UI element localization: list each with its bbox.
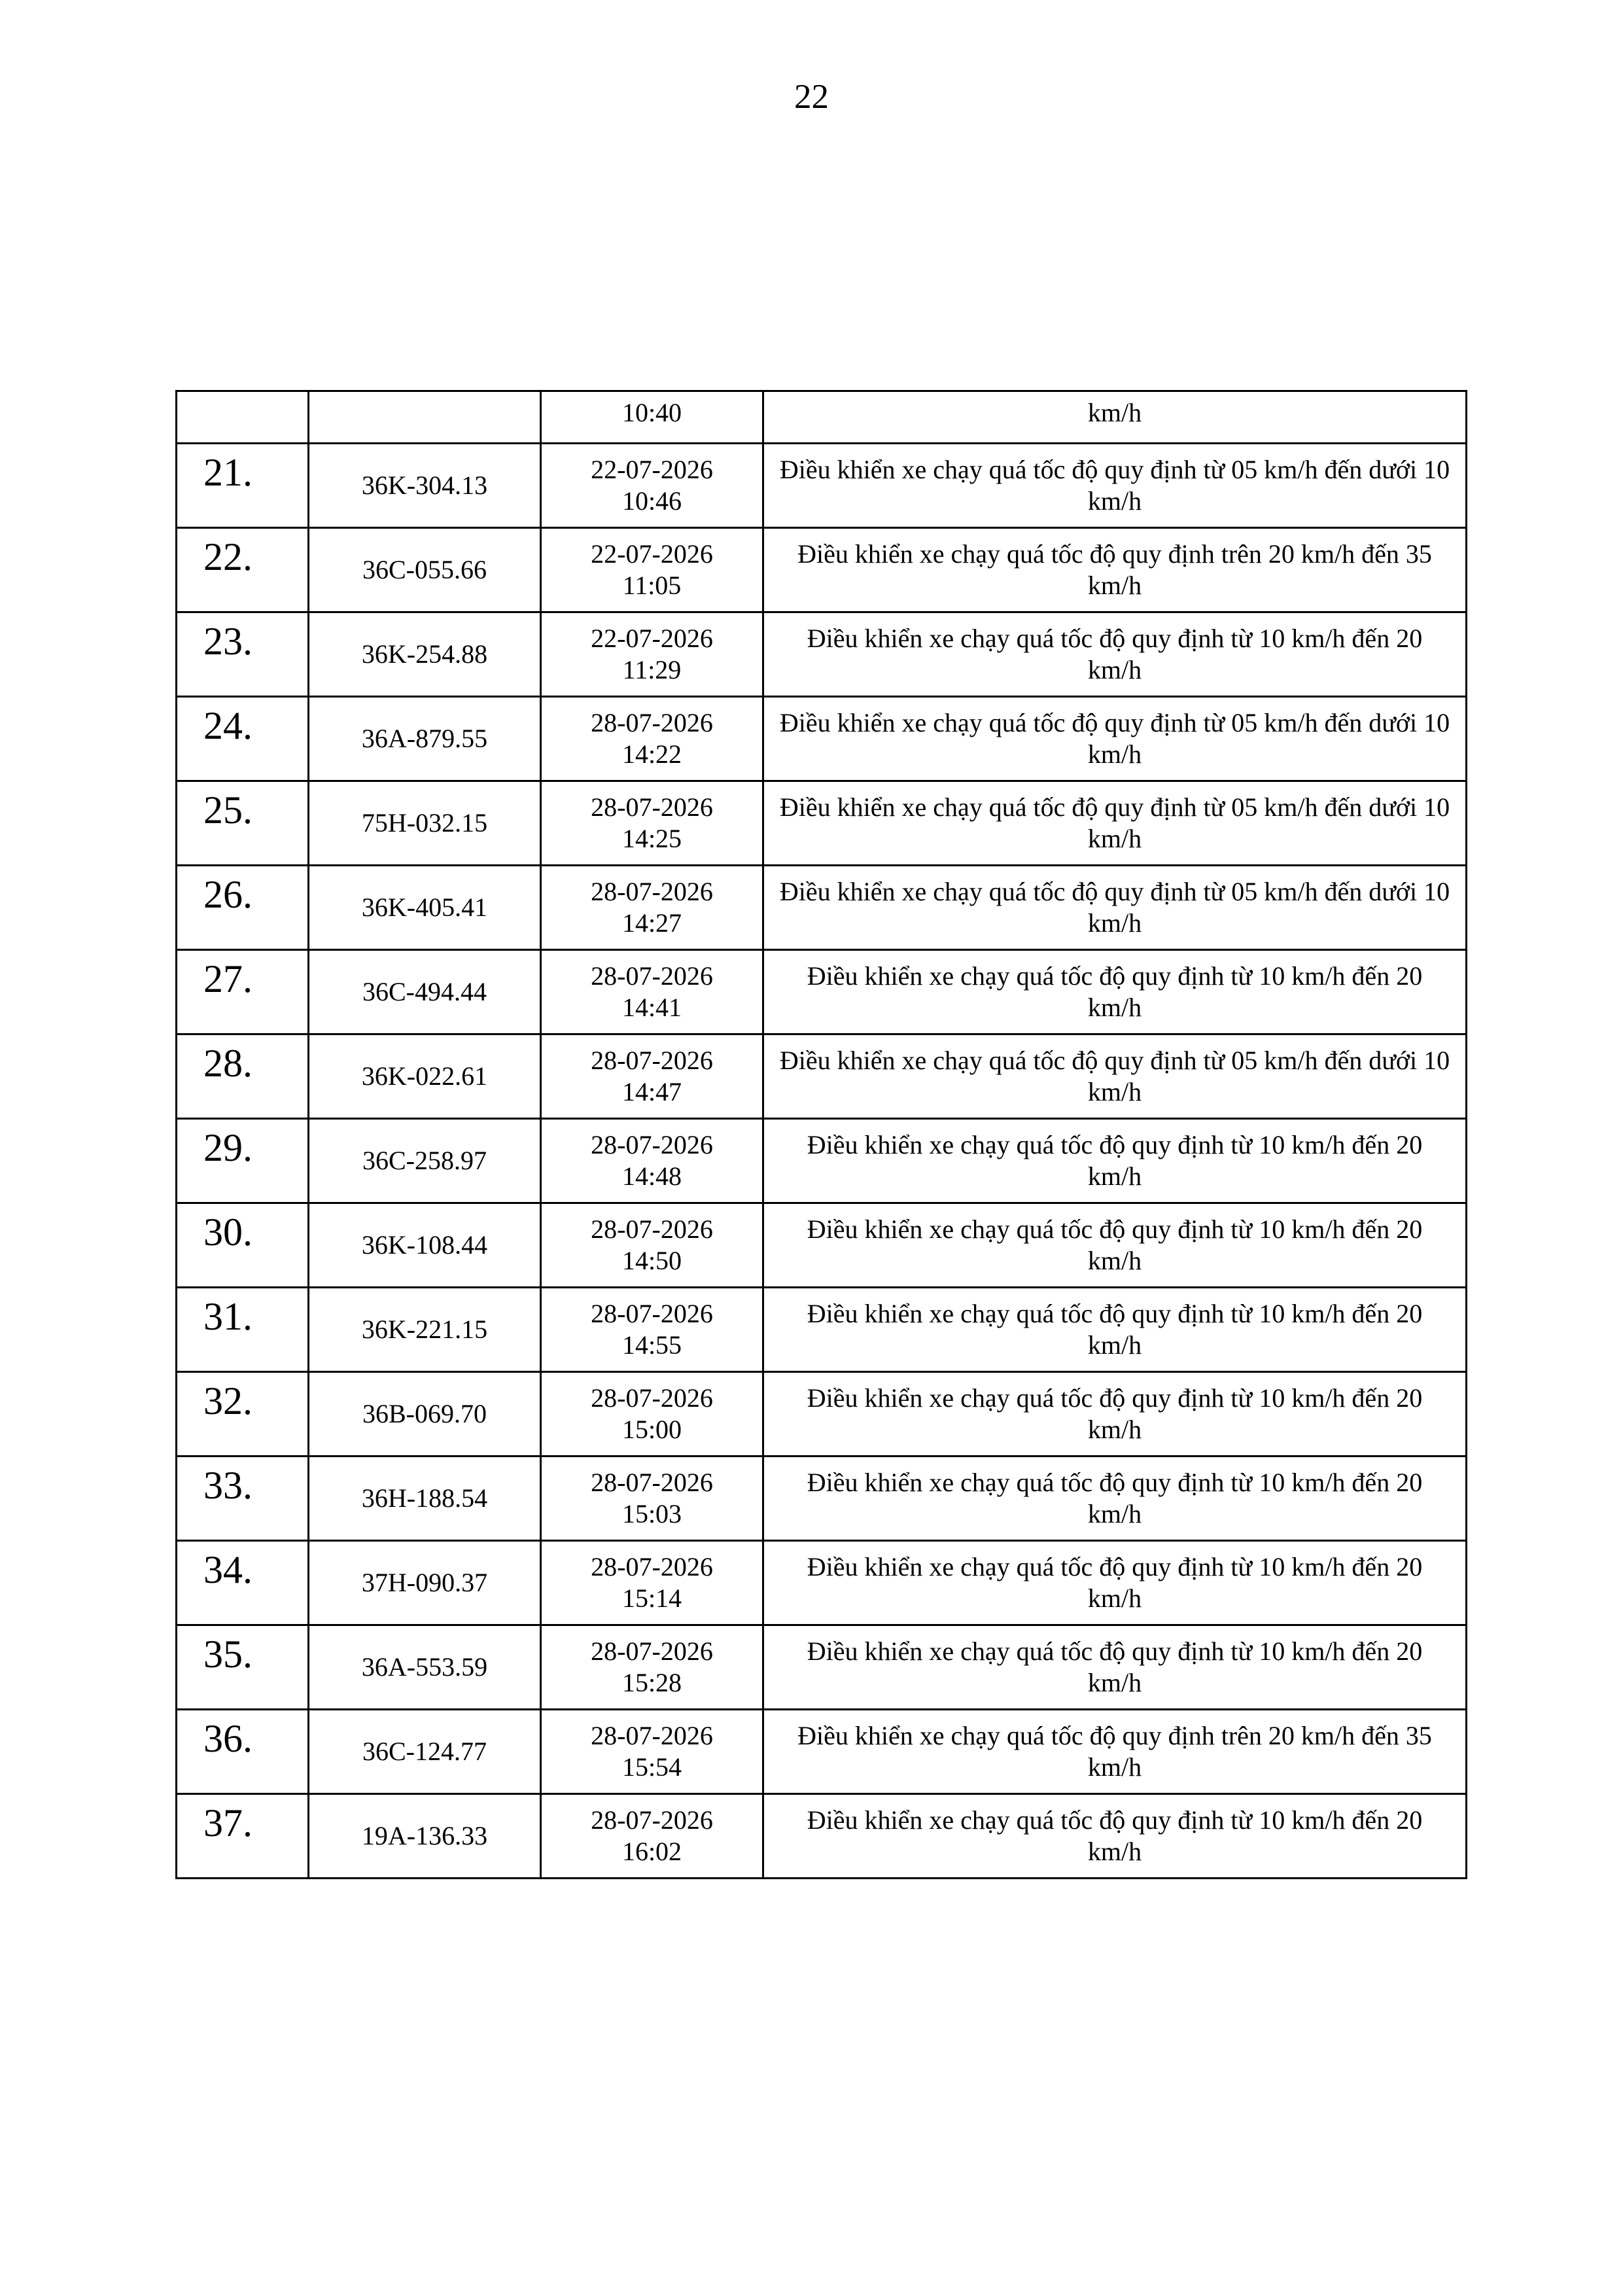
violation-description-cell (763, 1710, 1467, 1794)
table-row (177, 1288, 1467, 1372)
violation-time-cell (541, 1710, 763, 1794)
violation-time: 15:03 (621, 1499, 682, 1528)
continued-time-cell: 10:40 (541, 391, 763, 444)
violation-date: 28-07-2026 (591, 792, 713, 822)
violation-time-cell (541, 866, 763, 950)
violation-description: Điều khiển xe chạy quá tốc độ quy định từ 10 km/h đến 20 km/h (807, 1383, 1423, 1444)
table-row (177, 866, 1467, 950)
violation-description-cell (763, 1794, 1467, 1879)
violation-description-cell (763, 1034, 1467, 1119)
table-row (177, 528, 1467, 612)
table-row (177, 1372, 1467, 1457)
violation-description: Điều khiển xe chạy quá tốc độ quy định từ 10 km/h đến 20 km/h (807, 1214, 1423, 1275)
row-number-cell (177, 1625, 309, 1710)
violation-time-cell (541, 1119, 763, 1203)
violation-time: 14:25 (621, 824, 682, 853)
violation-time: 14:55 (621, 1330, 682, 1360)
violation-description: Điều khiển xe chạy quá tốc độ quy định từ 10 km/h đến 20 km/h (807, 1468, 1423, 1528)
violation-description: Điều khiển xe chạy quá tốc độ quy định từ 05 km/h đến dưới 10 km/h (779, 455, 1450, 516)
row-number: 30. (203, 1210, 253, 1254)
table-row (177, 1541, 1467, 1625)
violation-time-cell (541, 781, 763, 866)
violation-description: Điều khiển xe chạy quá tốc độ quy định từ 10 km/h đến 20 km/h (807, 961, 1423, 1022)
violations-table (175, 390, 1467, 1879)
row-number: 24. (203, 704, 253, 747)
license-plate: 36C-494.44 (362, 977, 487, 1006)
license-plate-cell (309, 1794, 541, 1879)
violation-time-cell (541, 950, 763, 1034)
violation-description-cell (763, 697, 1467, 781)
row-number-cell (177, 444, 309, 528)
table-row (177, 1710, 1467, 1794)
license-plate-cell (309, 950, 541, 1034)
license-plate-cell (309, 1625, 541, 1710)
violation-description-cell (763, 612, 1467, 697)
table-row (177, 1119, 1467, 1203)
row-number-cell (177, 1372, 309, 1457)
table-body (177, 391, 1467, 1879)
page-number: 22 (794, 78, 829, 116)
row-number: 25. (203, 788, 253, 832)
table-row (177, 697, 1467, 781)
license-plate-cell (309, 1203, 541, 1288)
violation-date: 28-07-2026 (591, 1636, 713, 1666)
violation-time: 10:46 (621, 486, 682, 516)
license-plate: 75H-032.15 (361, 808, 488, 838)
row-number-cell (177, 950, 309, 1034)
license-plate: 36K-221.15 (361, 1315, 488, 1344)
violation-date: 28-07-2026 (591, 1214, 713, 1244)
violation-time: 14:22 (621, 739, 682, 769)
license-plate: 36H-188.54 (361, 1483, 488, 1513)
row-number-cell (177, 1203, 309, 1288)
row-number: 22. (203, 535, 253, 578)
row-number-cell (177, 697, 309, 781)
table-row (177, 1203, 1467, 1288)
license-plate: 36A-553.59 (361, 1652, 488, 1682)
violation-description: Điều khiển xe chạy quá tốc độ quy định từ 10 km/h đến 20 km/h (807, 1636, 1423, 1697)
violation-description: Điều khiển xe chạy quá tốc độ quy định từ 10 km/h đến 20 km/h (807, 1130, 1423, 1191)
row-number-cell (177, 866, 309, 950)
violation-description: Điều khiển xe chạy quá tốc độ quy định từ 05 km/h đến dưới 10 km/h (779, 1046, 1450, 1106)
violation-time-cell (541, 1541, 763, 1625)
violation-time: 14:27 (621, 908, 682, 938)
violation-description: Điều khiển xe chạy quá tốc độ quy định trên 20 km/h đến 35 km/h (797, 1721, 1432, 1782)
row-number-cell (177, 528, 309, 612)
continued-stt-cell (177, 391, 309, 444)
row-number-cell (177, 1288, 309, 1372)
violation-date: 22-07-2026 (591, 455, 713, 484)
row-number: 29. (203, 1126, 253, 1169)
violation-time: 11:05 (622, 571, 682, 600)
table-row (177, 612, 1467, 697)
violation-description-cell (763, 950, 1467, 1034)
violation-date: 28-07-2026 (591, 1805, 713, 1835)
violation-time-cell (541, 697, 763, 781)
license-plate: 36A-879.55 (361, 724, 488, 753)
violation-description-cell (763, 781, 1467, 866)
violation-time: 14:48 (621, 1161, 682, 1191)
table-row (177, 1457, 1467, 1541)
violation-description-cell (763, 528, 1467, 612)
violation-date: 22-07-2026 (591, 539, 713, 569)
violation-description: Điều khiển xe chạy quá tốc độ quy định từ 10 km/h đến 20 km/h (807, 1299, 1423, 1360)
continued-row (177, 391, 1467, 444)
license-plate-cell (309, 612, 541, 697)
row-number: 33. (203, 1464, 253, 1507)
violation-time: 16:02 (621, 1837, 682, 1866)
license-plate-cell (309, 781, 541, 866)
license-plate-cell (309, 1288, 541, 1372)
row-number: 28. (203, 1042, 253, 1085)
violation-time-cell (541, 1288, 763, 1372)
license-plate: 37H-090.37 (361, 1568, 488, 1597)
license-plate-cell (309, 528, 541, 612)
violation-description-cell (763, 1288, 1467, 1372)
row-number: 23. (203, 620, 253, 663)
license-plate: 36K-405.41 (361, 892, 488, 922)
license-plate-cell (309, 866, 541, 950)
license-plate: 36C-258.97 (362, 1146, 487, 1175)
violation-time-cell (541, 1034, 763, 1119)
violation-description: Điều khiển xe chạy quá tốc độ quy định từ 10 km/h đến 20 km/h (807, 624, 1423, 684)
violation-time-cell (541, 528, 763, 612)
violation-description: Điều khiển xe chạy quá tốc độ quy định từ 05 km/h đến dưới 10 km/h (779, 792, 1450, 853)
violation-description: Điều khiển xe chạy quá tốc độ quy định từ 05 km/h đến dưới 10 km/h (779, 708, 1450, 769)
violation-description-cell (763, 1119, 1467, 1203)
row-number-cell (177, 1119, 309, 1203)
table-row (177, 781, 1467, 866)
row-number-cell (177, 1457, 309, 1541)
license-plate-cell (309, 1034, 541, 1119)
violation-description: Điều khiển xe chạy quá tốc độ quy định từ 05 km/h đến dưới 10 km/h (779, 877, 1450, 938)
violation-description-cell (763, 1203, 1467, 1288)
violation-time: 15:14 (621, 1583, 682, 1613)
violation-date: 28-07-2026 (591, 877, 713, 906)
table-row (177, 950, 1467, 1034)
license-plate-cell (309, 1541, 541, 1625)
license-plate: 36K-022.61 (361, 1061, 488, 1091)
license-plate: 36K-108.44 (361, 1230, 488, 1260)
license-plate: 36K-254.88 (361, 639, 488, 669)
violation-description: Điều khiển xe chạy quá tốc độ quy định trên 20 km/h đến 35 km/h (797, 539, 1432, 600)
row-number-cell (177, 1034, 309, 1119)
license-plate: 19A-136.33 (361, 1821, 488, 1850)
table-row (177, 1625, 1467, 1710)
row-number: 21. (203, 451, 253, 494)
row-number: 27. (203, 957, 253, 1000)
row-number-cell (177, 612, 309, 697)
license-plate: 36C-055.66 (362, 555, 487, 584)
violation-description-cell (763, 1372, 1467, 1457)
row-number-cell (177, 781, 309, 866)
violation-time: 14:50 (621, 1246, 682, 1275)
violation-description-cell (763, 1457, 1467, 1541)
license-plate-cell (309, 697, 541, 781)
table-row (177, 1034, 1467, 1119)
row-number-cell (177, 1541, 309, 1625)
violation-description-cell (763, 444, 1467, 528)
row-number: 32. (203, 1379, 253, 1422)
license-plate-cell (309, 1457, 541, 1541)
violation-date: 28-07-2026 (591, 1299, 713, 1328)
violation-time-cell (541, 1203, 763, 1288)
table-row (177, 444, 1467, 528)
row-number: 34. (203, 1548, 253, 1591)
violation-time: 15:54 (621, 1752, 682, 1782)
violation-time-cell (541, 1794, 763, 1879)
violation-date: 28-07-2026 (591, 961, 713, 991)
license-plate-cell (309, 444, 541, 528)
violation-description-cell (763, 866, 1467, 950)
violation-description: Điều khiển xe chạy quá tốc độ quy định từ 10 km/h đến 20 km/h (807, 1552, 1423, 1613)
violation-description-cell (763, 1625, 1467, 1710)
violation-date: 28-07-2026 (591, 708, 713, 737)
license-plate-cell (309, 1372, 541, 1457)
license-plate-cell (309, 1710, 541, 1794)
row-number: 35. (203, 1633, 253, 1676)
table-row (177, 1794, 1467, 1879)
license-plate: 36C-124.77 (362, 1737, 487, 1766)
violation-time: 11:29 (622, 655, 682, 684)
row-number: 36. (203, 1717, 253, 1760)
row-number-cell (177, 1794, 309, 1879)
violation-date: 28-07-2026 (591, 1046, 713, 1075)
violation-description: Điều khiển xe chạy quá tốc độ quy định từ 10 km/h đến 20 km/h (807, 1805, 1423, 1866)
continued-description-cell: km/h (763, 391, 1467, 444)
violation-description-cell (763, 1541, 1467, 1625)
violation-time-cell (541, 1372, 763, 1457)
violation-date: 28-07-2026 (591, 1552, 713, 1581)
row-number: 31. (203, 1295, 253, 1338)
violation-date: 28-07-2026 (591, 1721, 713, 1750)
violation-time-cell (541, 1625, 763, 1710)
violation-date: 28-07-2026 (591, 1383, 713, 1413)
violation-time-cell (541, 444, 763, 528)
violation-time: 14:41 (621, 993, 682, 1022)
violation-time: 15:28 (621, 1668, 682, 1697)
row-number: 37. (203, 1801, 253, 1845)
violation-date: 22-07-2026 (591, 624, 713, 653)
violation-time: 14:47 (621, 1077, 682, 1106)
violation-time: 15:00 (621, 1415, 682, 1444)
continued-plate-cell (309, 391, 541, 444)
license-plate-cell (309, 1119, 541, 1203)
violation-time-cell (541, 612, 763, 697)
violation-time-cell (541, 1457, 763, 1541)
license-plate: 36K-304.13 (361, 470, 488, 500)
license-plate: 36B-069.70 (362, 1399, 487, 1428)
row-number: 26. (203, 873, 253, 916)
violation-date: 28-07-2026 (591, 1130, 713, 1159)
violation-date: 28-07-2026 (591, 1468, 713, 1497)
row-number-cell (177, 1710, 309, 1794)
